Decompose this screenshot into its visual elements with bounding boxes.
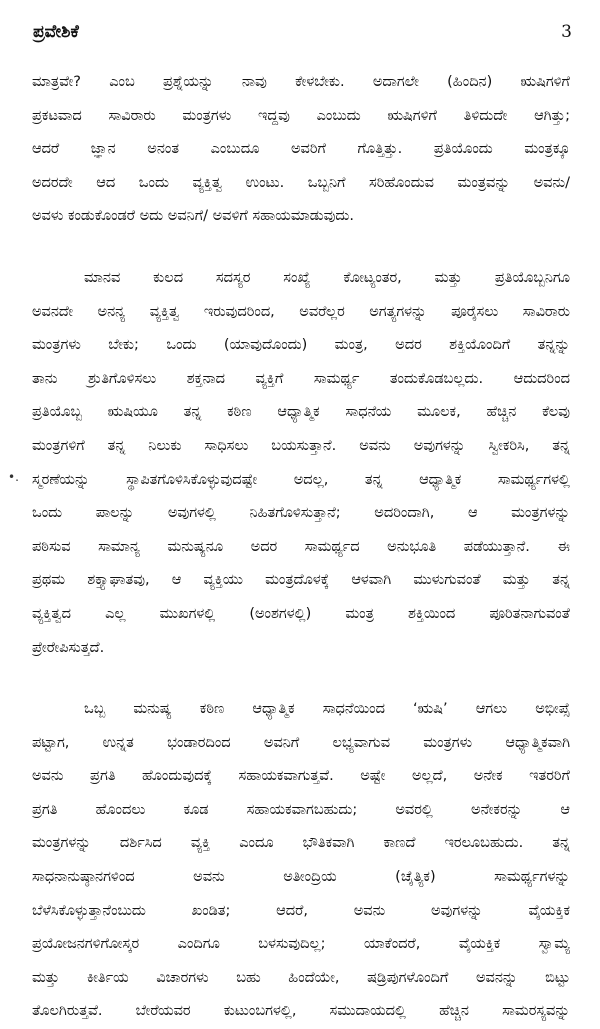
text-line: ಪ್ರತಿಯೊಬ್ಬ ಋಷಿಯೂ ತನ್ನ ಕಠಿಣ ಆಧ್ಯಾತ್ಮಿಕ ಸಾಧನೆಯ ಮೂಲಕ, ಹೆಚ್ಚಿನ ಕೆಲವು xyxy=(32,404,570,421)
text-line: ಮಂತ್ರಗಳಿಗೆ ತನ್ನ ನಿಲುಕು ಸಾಧಿಸಲು ಬಯಸುತ್ತಾನೆ. ಅವನು ಅವುಗಳನ್ನು ಸ್ವೀಕರಿಸಿ, ತನ್ನ xyxy=(32,437,570,454)
text-line: ಅವಳು ಕಂಡುಕೊಂಡರೆ ಅದು ಅವನಿಗೆ/ ಅವಳಿಗೆ ಸಹಾಯಮಾಡುವುದು. xyxy=(32,208,354,225)
text-line: ಅದರದೇ ಆದ ಒಂದು ವ್ಯಕ್ತಿತ್ವ ಉಂಟು. ಒಬ್ಬನಿಗೆ ಸರಿಹೊಂದುವ ಮಂತ್ರವನ್ನು ಅವನು/ xyxy=(32,174,570,191)
text-line: ಸಾಧನಾನುಷ್ಠಾನಗಳಿಂದ ಅವನು ಅತೀಂದ್ರಿಯ (ಚೈತ್ಯಿಕ) ಸಾಮರ್ಥ್ಯಗಳನ್ನು xyxy=(32,869,570,886)
body-text xyxy=(32,66,570,1029)
text-line: ಪ್ರಕಟವಾದ ಸಾವಿರಾರು ಮಂತ್ರಗಳು ಇದ್ದವು ಎಂಬುದು ಋಷಿಗಳಿಗೆ ತಿಳಿದುದೇ ಆಗಿತ್ತು; xyxy=(32,107,570,124)
text-line: ಅವನು ಪ್ರಗತಿ ಹೊಂದುವುದಕ್ಕೆ ಸಹಾಯಕವಾಗುತ್ತವೆ. ಅಷ್ಟೇ ಅಲ್ಲದೆ, ಅನೇಕ ಇತರರಿಗೆ xyxy=(32,768,570,785)
text-line: ತೊಲಗಿರುತ್ತವೆ. ಬೇರೆಯವರ ಕುಟುಂಬಗಳಲ್ಲಿ, ಸಮುದಾಯದಲ್ಲಿ ಹೆಚ್ಚಿನ ಸಾಮರಸ್ಯವನ್ನು xyxy=(32,1003,570,1020)
paragraph-1 xyxy=(32,66,570,234)
text-line: ಅವನದೇ ಅನನ್ಯ ವ್ಯಕ್ತಿತ್ವ ಇರುವುದರಿಂದ, ಅವರೆಲ್ಲರ ಅಗತ್ಯಗಳನ್ನು ಪೂರೈಸಲು ಸಾವಿರಾರು xyxy=(32,303,570,320)
text-line: ಮಂತ್ರಗಳು ಬೇಕು; ಒಂದು (ಯಾವುದೊಂದು) ಮಂತ್ರ, ಅದರ ಶಕ್ತಿಯೊಂದಿಗೆ ತನ್ನನ್ನು xyxy=(32,337,570,354)
text-line: ಪಟ್ಟಾಗ, ಉನ್ನತ ಭಂಡಾರದಿಂದ ಅವನಿಗೆ ಲಭ್ಯವಾಗುವ ಮಂತ್ರಗಳು ಆಧ್ಯಾತ್ಮಿಕವಾಗಿ xyxy=(32,734,570,751)
text-line: ತಾನು ಶ್ರುತಿಗೊಳಿಸಲು ಶಕ್ತನಾದ ವ್ಯಕ್ತಿಗೆ ಸಾಮರ್ಥ್ಯ ತಂದುಕೊಡಬಲ್ಲದು. ಆದುದರಿಂದ xyxy=(32,370,570,387)
text-line: ಮತ್ತು ಕೀರ್ತಿಯ ವಿಚಾರಗಳು ಬಹು ಹಿಂದೆಯೇ, ಷಡ್ರಿಪುಗಳೊಂದಿಗೆ ಅವನನ್ನು ಬಿಟ್ಟು xyxy=(32,969,570,986)
paragraph-2 xyxy=(32,262,570,665)
text-line: ಪ್ರೇರೇಪಿಸುತ್ತದೆ. xyxy=(32,639,105,656)
text-line: ಪ್ರಥಮ ಶಕ್ತ್ಯಾಘಾತವು, ಆ ವ್ಯಕ್ತಿಯು ಮಂತ್ರದೊಳಕ್ಕೆ ಆಳವಾಗಿ ಮುಳುಗುವಂತೆ ಮತ್ತು ತನ್ನ xyxy=(32,572,570,589)
margin-mark: •. xyxy=(8,470,19,484)
text-line: ಆದರೆ ಜ್ಞಾನ ಅನಂತ ಎಂಬುದೂ ಅವರಿಗೆ ಗೊತ್ತಿತ್ತು. ಪ್ರತಿಯೊಂದು ಮಂತ್ರಕ್ಕೂ xyxy=(32,141,570,158)
page-number: 3 xyxy=(561,22,572,42)
text-line: ಮಾನವ ಕುಲದ ಸದಸ್ಯರ ಸಂಖ್ಯೆ ಕೋಟ್ಯಂತರ, ಮತ್ತು ಪ್ರತಿಯೊಬ್ಬನಿಗೂ xyxy=(84,269,570,286)
text-line: ವ್ಯಕ್ತಿತ್ವದ ಎಲ್ಲ ಮುಖಗಳಲ್ಲಿ (ಅಂಶಗಳಲ್ಲಿ) ಮಂತ್ರ ಶಕ್ತಿಯಿಂದ ಪೂರಿತನಾಗುವಂತೆ xyxy=(32,605,570,622)
text-line: ಮಾತ್ರವೇ? ಎಂಬ ಪ್ರಶ್ನೆಯನ್ನು ನಾವು ಕೇಳಬೇಕು. ಅದಾಗಲೇ (ಹಿಂದಿನ) ಋಷಿಗಳಿಗೆ xyxy=(32,74,570,90)
text-line: ಒಂದು ಪಾಲನ್ನು ಅವುಗಳಲ್ಲಿ ನಿಹಿತಗೊಳಿಸುತ್ತಾನೆ; ಅದರಿಂದಾಗಿ, ಆ ಮಂತ್ರಗಳನ್ನು xyxy=(32,505,570,522)
text-line: ಪ್ರಯೋಜನಗಳಿಗೋಸ್ಕರ ಎಂದಿಗೂ ಬಳಸುವುದಿಲ್ಲ; ಯಾಕೆಂದರೆ, ವೈಯಕ್ತಿಕ ಸ್ವಾಮ್ಯ xyxy=(32,936,570,953)
text-line: ಮಂತ್ರಗಳನ್ನು ದರ್ಶಿಸಿದ ವ್ಯಕ್ತಿ ಎಂದೂ ಭೌತಿಕವಾಗಿ ಕಾಣದೆ ಇರಲೂಬಹುದು. ತನ್ನ xyxy=(32,835,570,852)
paragraph-3 xyxy=(32,693,570,1029)
text-line: ಪಠಿಸುವ ಸಾಮಾನ್ಯ ಮನುಷ್ಯನೂ ಅದರ ಸಾಮರ್ಥ್ಯದ ಅನುಭೂತಿ ಪಡೆಯುತ್ತಾನೆ. ಈ xyxy=(32,538,570,555)
text-line: ಬೆಳೆಸಿಕೊಳ್ಳುತ್ತಾನೆಂಬುದು ಖಂಡಿತ; ಆದರೆ, ಅವನು ಅವುಗಳನ್ನು ವೈಯಕ್ತಿಕ xyxy=(32,902,570,919)
running-title: ಪ್ರವೇಶಿಕೆ xyxy=(33,22,79,42)
text-line: ಒಬ್ಬ ಮನುಷ್ಯ ಕಠಿಣ ಆಧ್ಯಾತ್ಮಿಕ ಸಾಧನೆಯಿಂದ ‘ಋಷಿ’ ಆಗಲು ಅಭೀಪ್ಸೆ xyxy=(84,701,570,718)
text-line: ಸ್ಮರಣೆಯನ್ನು ಸ್ಥಾಪಿತಗೊಳಿಸಿಕೊಳ್ಳುವುದಷ್ಟೇ ಅದಲ್ಲ, ತನ್ನ ಆಧ್ಯಾತ್ಮಿಕ ಸಾಮರ್ಥ್ಯಗಳಲ್ಲಿ xyxy=(32,471,570,488)
text-line: ಪ್ರಗತಿ ಹೊಂದಲು ಕೂಡ ಸಹಾಯಕವಾಗಬಹುದು; ಅವರಲ್ಲಿ ಅನೇಕರನ್ನು ಆ xyxy=(32,801,570,818)
